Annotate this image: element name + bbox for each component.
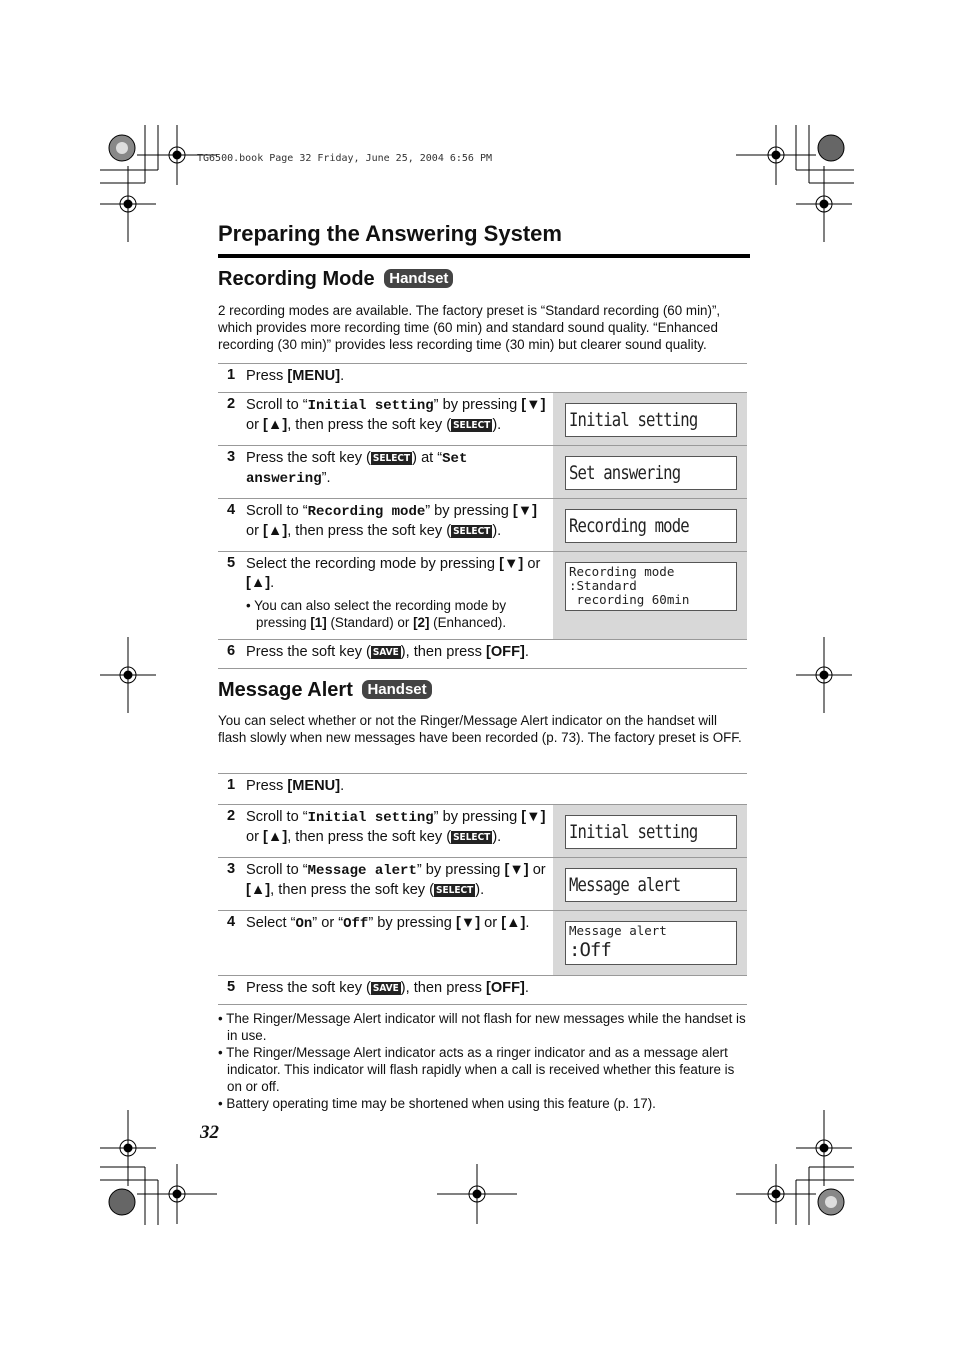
section-title: Preparing the Answering System (218, 221, 562, 246)
step-text: Select the recording mode by pressing [▼] or [▲]. • You can also select the recording mode by pressing [1] (Standard) or [2] (Enhanced). (244, 552, 553, 640)
file-header-line: TG6500.book Page 32 Friday, June 25, 2004 6:56 PM (197, 153, 493, 164)
lcd-display-panel (553, 446, 747, 499)
recording-mode-steps (218, 363, 747, 669)
select-softkey-icon: SELECT (436, 885, 474, 896)
lcd-screen (565, 921, 737, 965)
step-text: Press [MENU]. (246, 778, 345, 794)
select-softkey-icon: SELECT (372, 453, 411, 464)
note-item: • Battery operating time may be shortened when using this feature (p. 17). (218, 1096, 656, 1111)
message-alert-intro: You can select whether or not the Ringer/Message Alert indicator on the handset will flash slowly when new messages have been recorded (p. 73). The factory preset is OFF. (218, 713, 742, 745)
lcd-display-panel (553, 858, 747, 911)
step-number: 5 (226, 979, 236, 995)
step-text: Scroll to “Initial setting” by pressing [▼] or [▲], then press the soft key ( SELECT ). (246, 397, 546, 433)
step-number: 2 (226, 808, 236, 824)
step-number: 3 (226, 449, 236, 465)
step-number: 4 (226, 914, 236, 930)
select-softkey-icon: SELECT (453, 832, 491, 843)
lcd-line: Message alert (569, 923, 667, 938)
step-text: Scroll to “Recording mode” by pressing [▼] or [▲], then press the soft key ( SELECT ). (246, 503, 538, 539)
lcd-screen: Recording mode (565, 509, 737, 543)
lcd-display-panel (553, 552, 747, 640)
step-row (218, 911, 747, 976)
lcd-display-panel (553, 911, 747, 976)
notes-list (218, 1010, 746, 1112)
lcd-display-panel (553, 499, 747, 552)
step-number: 6 (226, 643, 236, 659)
select-softkey-icon: SELECT (453, 420, 491, 431)
lcd-screen: Set answering (565, 456, 737, 490)
recording-mode-heading: Recording Mode (218, 268, 375, 290)
step-row (218, 552, 747, 640)
step-row (218, 805, 747, 858)
step-row (218, 640, 747, 669)
step-number: 4 (226, 502, 236, 518)
step-row (218, 499, 747, 552)
handset-badge: Handset (384, 269, 453, 288)
step-row (218, 364, 747, 393)
step-text: Press the soft key ( SELECT ) at “Set answering”. (246, 450, 468, 487)
step-row (218, 393, 747, 446)
lcd-display-panel (553, 805, 747, 858)
step-text: Press [MENU]. (246, 368, 345, 384)
step-row (218, 976, 747, 1005)
recording-mode-intro: 2 recording modes are available. The factory preset is “Standard recording (60 min)”, which provides more recording time (60 min) and standard sound quality. “Enhanced recording (30 min)” provides less recording time (30 min) but clearer sound quality. (218, 303, 721, 352)
lcd-screen: Initial setting (565, 815, 737, 849)
recording-mode-title (218, 268, 453, 291)
step-text: Scroll to “Initial setting” by pressing [▼] or [▲], then press the soft key ( SELECT ). (246, 809, 546, 845)
lcd-line: :Off (569, 939, 611, 961)
step-text: Select “On” or “Off” by pressing [▼] or [▲]. (246, 915, 530, 932)
step-row (218, 858, 747, 911)
step-number: 3 (226, 861, 236, 877)
step-text: Press the soft key ( SAVE ), then press [OFF]. (246, 644, 529, 660)
step-note: • You can also select the recording mode by pressing [1] (Standard) or [2] (Enhanced). (246, 598, 507, 630)
select-softkey-icon: SELECT (453, 526, 491, 537)
message-alert-title (218, 679, 432, 702)
section-rule (218, 254, 750, 258)
step-number: 5 (226, 555, 236, 571)
step-row (218, 446, 747, 499)
lcd-screen: Message alert (565, 868, 737, 902)
step-number: 2 (226, 396, 236, 412)
step-number: 1 (226, 367, 236, 383)
step-text: Press the soft key ( SAVE ), then press [OFF]. (246, 980, 529, 996)
step-row (218, 774, 747, 805)
lcd-screen: Recording mode :Standard recording 60min (565, 562, 737, 611)
lcd-display-panel (553, 393, 747, 446)
note-item: • The Ringer/Message Alert indicator acts as a ringer indicator and as a message alert indicator. This indicator will flash rapidly when a call is received whether this feature is on or off. (218, 1045, 735, 1094)
save-softkey-icon: SAVE (372, 983, 399, 994)
note-item: • The Ringer/Message Alert indicator will not flash for new messages while the handset is in use. (218, 1011, 746, 1043)
message-alert-steps (218, 773, 747, 1005)
step-text: Scroll to “Message alert” by pressing [▼] or [▲], then press the soft key ( SELECT ). (246, 862, 546, 898)
step-number: 1 (226, 777, 236, 793)
save-softkey-icon: SAVE (372, 647, 399, 658)
message-alert-heading: Message Alert (218, 679, 353, 701)
page-number: 32 (200, 1122, 219, 1143)
lcd-screen: Initial setting (565, 403, 737, 437)
handset-badge: Handset (362, 680, 431, 699)
